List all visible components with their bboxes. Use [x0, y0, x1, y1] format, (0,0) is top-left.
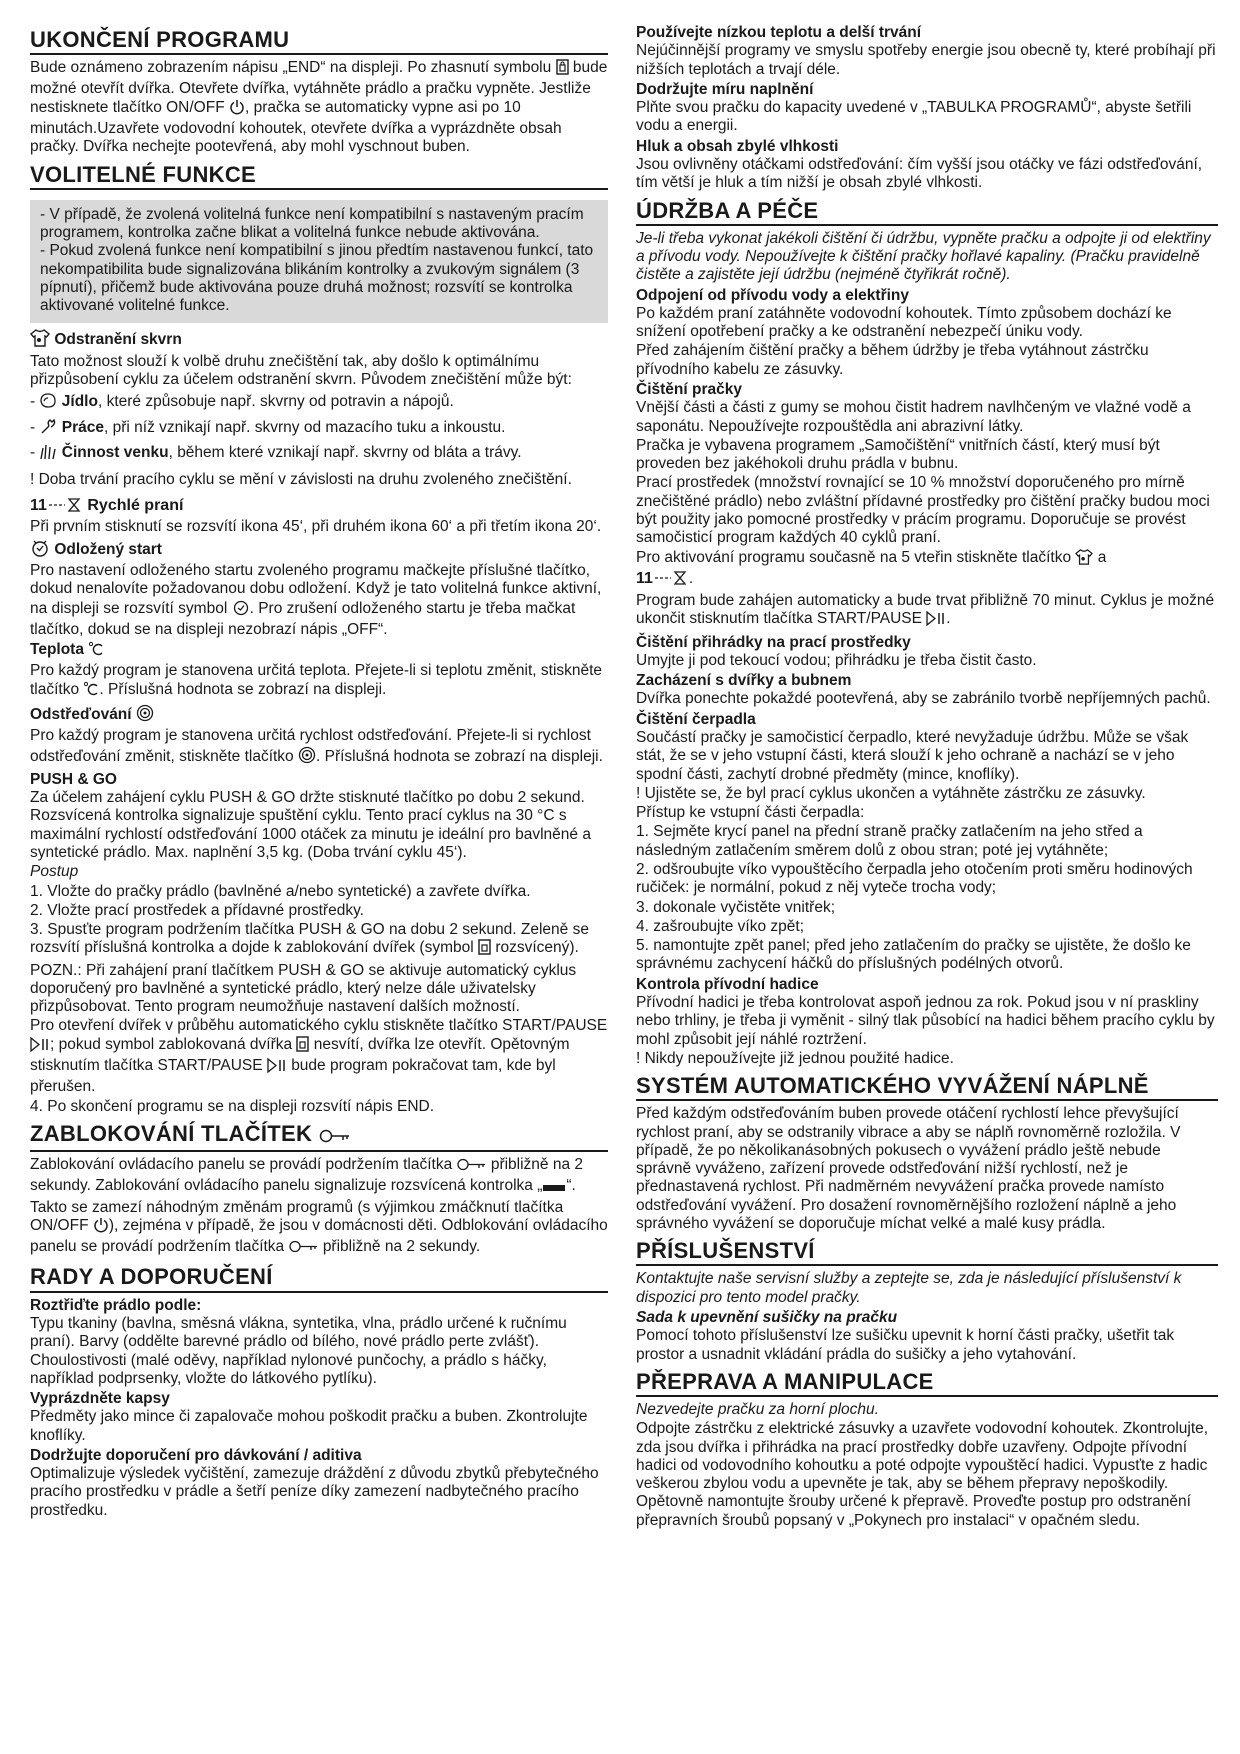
udrzba-intro: Je-li třeba vykonat jakékoli čištění či údržbu, vypněte pračku a odpojte ji od elektřiny a přívodu vody. Nepoužívejte k čištění pračky hořlavé kapaliny. (Pračku pravidelně čistěte a zajistěte její údržbu (nejméně čtyřikrát ročně). [636, 229, 1211, 284]
odpojeni-paragraph-1: Po každém praní zatáhněte vodovodní kohoutek. Tímto způsobem dochází ke snížení opotřebení pračky a ke odstranění nebezpečí úniku vody. [636, 304, 1172, 341]
delay-symbol-icon [232, 599, 250, 621]
option-title-rapid: 11 Rychlé praní [30, 497, 608, 518]
power-icon [229, 99, 245, 120]
prislus-intro: Kontaktujte naše servisní služby a zeptejte se, zda je následující příslušenství k dispozici pro tento model pračky. [636, 1270, 1182, 1306]
option-title-skvrny: Odstranění skvrn [30, 329, 608, 352]
odstred-paragraph: Pro každý program je stanovena určitá rychlost odstřeďování. Přejete-li si rychlost odstřeďování změnit, stiskněte tlačítko . Příslušná hodnota se zobrazí na displeji. [30, 727, 608, 769]
delay-clock-icon [30, 539, 50, 562]
right-column [636, 22, 1218, 1531]
left-column [30, 22, 608, 1521]
mira-paragraph: Plňte svou pračku do kapacity uvedené v „TABULKA PROGRAMŮ“, abyste šetřili vodu a energii. [636, 99, 1192, 135]
rapid-paragraph: Při prvním stisknutí se rozsvítí ikona 45‘, při druhém ikona 60‘ a při třetím ikona 20‘. [30, 518, 602, 536]
note-paragraph-1: - V případě, že zvolená volitelná funkce není kompatibilní s nastaveným pracím programem, kontrolka začne blikat a volitelná funkce nebude aktivována. [40, 205, 584, 242]
teplota-paragraph: Pro každý program je stanovena určitá teplota. Přejete-li si teplotu změnit, stiskněte tlačítko . Příslušná hodnota se zobrazí na displeji. [30, 662, 608, 702]
section-title-rady: RADY A DOPORUČENÍ [30, 1265, 608, 1292]
section-title-prislusenstvi: PŘÍSLUŠENSTVÍ [636, 1239, 1218, 1266]
subtitle-mira: Dodržujte míru naplnění [636, 80, 814, 98]
delay-paragraph: Pro nastavení odloženého startu zvoleného programu mačkejte příslušné tlačítko, dokud nenalovíte požadovanou dobu odložení. Když je tato volitelná funkce aktivní, na displeji se rozsvítí symbol . Pro zrušení odloženého startu je třeba mačkat tlačítko, dokud se na displeji nezobrazí nápis „OFF“. [30, 562, 602, 638]
zablok-paragraph: Zablokování ovládacího panelu se provádí podržením tlačítka přibližně na 2 sekundy. Zablokování ovládacího panelu signalizuje rozsvícená kontrolka „ “. Takto se zamezí náhodným změnám programů (s výjimkou zmáčknutí tlačítka ON/OFF ), zejména v případě, že jsou v domácnosti děti. Odblokování ovládacího panelu se provádí podržením tlačítka přibližně na 2 sekundy. [30, 1156, 608, 1259]
stain-shirt-icon [30, 329, 50, 352]
prihradka-paragraph: Umyjte ji pod tekoucí vodou; přihrádku je třeba čistit často. [636, 651, 1037, 669]
push-step-3: 3. Spusťte program podržením tlačítka PUSH & GO na dobu 2 sekund. Zeleně se rozsvítí příslušná kontrolka a dojde k zablokování dvířek (symbol rozsvícený). [30, 921, 608, 961]
start-pause-icon [30, 1037, 50, 1057]
dvirka-paragraph: Dvířka ponechte pokaždé pootevřená, aby se zabránilo tvorbě nepříjemných pachů. [636, 690, 1211, 708]
compatibility-note-box [30, 200, 608, 324]
stain-type-jidlo: - Jídlo, které způsobuje např. skvrny od potravin a nápojů. [30, 392, 608, 414]
cerpadlo-paragraph-1: Součástí pračky je samočisticí čerpadlo, které nevyžaduje údržbu. Může se však stát, že se v jeho vstupní části, která slouží k jeho ochraně a nachází se v jeho spodní části, zachytí drobné předměty (mince, knoflíky). [636, 729, 1189, 783]
cerpadlo-step-1: 1. Sejměte krycí panel na přední straně pračky zatlačením na jeho střed a následným zatlačením směrem dolů z obou stran; poté jej vytáhněte; [636, 823, 1143, 859]
section-title-volitelne: VOLITELNÉ FUNKCE [30, 163, 608, 190]
subtitle-cisteni: Čištění pračky [636, 380, 742, 398]
cisteni-paragraph-5: Program bude zahájen automaticky a bude trvat přibližně 70 minut. Cyklus je možné ukončit stisknutím tlačítka START/PAUSE . [636, 592, 1218, 632]
sada-paragraph: Pomocí tohoto příslušenství lze sušičku upevnit k horní části pračky, ušetřit tak prostor a usnadnit vkládání prádla do sušičky a jeho vytahování. [636, 1327, 1175, 1363]
stain-type-venek: - Činnost venku, během které vznikají např. skvrny od bláta a trávy. [30, 443, 608, 465]
cisteni-paragraph-1: Vnější části a části z gumy se mohou čistit hadrem navlhčeným ve vlažné vodě a saponátu. Nepoužívejte rozpouštědla ani abrazivní látky. [636, 399, 1191, 435]
stain-shirt-icon [1075, 549, 1093, 570]
subtitle-roztridte: Roztřiďte prádlo podle: [30, 1296, 202, 1314]
pozn-paragraph: POZN.: Při zahájení praní tlačítkem PUSH & GO se aktivuje automatický cyklus doporučený pro bavlněné a syntetické prádlo, který nelze dále uživatelsky přizpůsobovat. Tento program neumožňuje nastavení dalších možností. [30, 961, 577, 1016]
subtitle-nizka: Používejte nízkou teplotu a delší trvání [636, 24, 922, 41]
push-paragraph: Za účelem zahájení cyklu PUSH & GO držte stisknuté tlačítko po dobu 2 sekund. Rozsvícená kontrolka signalizuje spuštění cyklu. Tento prací cyklus na 30 °C s maximální rychlostí odstřeďování 1000 otáček za minutu je ideální pro bavlněné a syntetické prádlo. Max. naplnění 3,5 kg. (Doba trvání cyklu 45‘). [30, 789, 591, 861]
subtitle-hadice: Kontrola přívodní hadice [636, 975, 819, 993]
section-title-system: SYSTÉM AUTOMATICKÉHO VYVÁŽENÍ NÁPLNĚ [636, 1074, 1218, 1101]
spin-icon [136, 704, 154, 727]
cisteni-paragraph-2: Pračka je vybavena programem „Samočištění“ vnitřních částí, který musí být proveden bez jakéhokoli druhu prádla v bubnu. [636, 436, 1160, 473]
push-step-1: 1. Vložte do pračky prádlo (bavlněné a/nebo syntetické) a zavřete dvířka. [30, 882, 531, 900]
hadice-paragraph-1: Přívodní hadici je třeba kontrolovat aspoň jednou za rok. Pokud jsou v ní praskliny nebo trhliny, je třeba ji vyměnit - silný tlak působící na hadici během pracího cyklu by mohl způsobit její náhlé roztržení. [636, 993, 1215, 1048]
cisteni-paragraph-4: Pro aktivování programu současně na 5 vteřin stiskněte tlačítko a 11 . [636, 549, 1218, 592]
push-step-2: 2. Vložte prací prostředek a přídavné prostředky. [30, 901, 364, 919]
option-title-odstred: Odstřeďování [30, 704, 608, 727]
push-step-4: 4. Po skončení programu se na displeji rozsvítí nápis END. [30, 1097, 435, 1115]
option-title-teplota: Teplota [30, 641, 608, 662]
hluk-paragraph: Jsou ovlivněny otáčkami odstřeďování: čím vyšší jsou otáčky ve fázi odstřeďování, tím větší je hluk a tím nižší je obsah zbylé vlhkosti. [636, 155, 1203, 192]
preprava-intro: Nezvedejte pračku za horní plochu. [636, 1401, 879, 1419]
note-paragraph-2: - Pokud zvolená funkce není kompatibilní s jinou předtím nastavenou funkcí, tato nekompatibilita bude signalizována blikáním kontrolky a zvukovým signálem (3 pípnutí), přičemž bude aktivována pouze druhá možnost; rozsvítí se kontrolka aktivované volitelné funkce. [40, 242, 594, 315]
cerpadlo-step-5: 5. namontujte zpět panel; před jeho zatlačením do pračky se ujistěte, že došlo ke správnému zachycení háčků do příslušných podélných otvorů. [636, 937, 1191, 973]
cerpadlo-paragraph-3: Přístup ke vstupní části čerpadla: [636, 804, 865, 822]
postup-label: Postup [30, 863, 79, 881]
subtitle-kapsy: Vyprázdněte kapsy [30, 1390, 170, 1408]
subtitle-dvirka: Zacházení s dvířky a bubnem [636, 672, 852, 690]
cerpadlo-paragraph-2: ! Ujistěte se, že byl prací cyklus ukončen a vytáhněte zástrčku ze zásuvky. [636, 784, 1146, 802]
subtitle-prihradka: Čištění přihrádky na prací prostředky [636, 633, 911, 651]
rapid-wash-icon [653, 570, 689, 591]
spin-button-icon [298, 746, 316, 769]
start-pause-icon [926, 611, 946, 631]
section-title-preprava: PŘEPRAVA A MANIPULACE [636, 1370, 1218, 1397]
option-title-delay: Odložený start [30, 539, 608, 562]
temperature-icon [88, 641, 104, 662]
stain-type-prace: - Práce, při níž vznikají např. skvrny od mazacího tuku a inkoustu. [30, 418, 608, 440]
system-paragraph: Před každým odstřeďováním buben provede otáčení rychlostí lehce převyšující rychlost praní, aby se odstranily vibrace a aby se náplň rovnoměrně rozložila. V případě, že po několikanásobných pokusech o vyvážení prádlo ještě nebude správně vyváženo, zařízení provede odstřeďování nižší rychlostí, než je přednastavená rychlost. Při nadměrném nevyvážení pračka provede namísto odstřeďování vyvážení. Pro dosažení rovnoměrnějšího rozložení náplně a jeho správného vyvážení se doporučuje míchat velké a malé kusy prádla. [636, 1105, 1181, 1232]
option-title-push: PUSH & GO [30, 770, 117, 788]
power-icon [93, 1217, 109, 1238]
cerpadlo-step-2: 2. odšroubujte víko vypouštěcího čerpadla jeho otočením proti směru hodinových ručiček: je normální, pokud z něj vyteče trocha vody; [636, 861, 1193, 897]
ukonceni-paragraph: Bude oznámeno zobrazením nápisu „END“ na displeji. Po zhasnutí symbolu bude možné otevřít dvířka. Otevřete dvířka, vytáhněte prádlo a pračku vypněte. Jestliže nestisknete tlačítko ON/OFF , pračka se automaticky vypne asi po 10 minutách.Uzavřete vodovodní kohoutek, otevřete dvířka a vyprázdněte obsah pračky. Dvířka nechejte pootevřená, aby mohl vyschnout buben. [30, 59, 608, 156]
wrench-icon [39, 418, 57, 440]
key-icon [457, 1157, 487, 1177]
subtitle-davky: Dodržujte doporučení pro dávkování / aditiva [30, 1446, 362, 1464]
davky-paragraph: Optimalizuje výsledek vyčištění, zamezuje dráždění z důvodu zbytků přebytečného pracího prostředku v prádle a šetří peníze díky zamezení nadbytečného pracího prostředku. [30, 1465, 599, 1519]
subtitle-cerpadlo: Čištění čerpadla [636, 710, 756, 728]
kapsy-paragraph: Předměty jako mince či zapalovače mohou poškodit pračku a buben. Zkontrolujte knoflíky. [30, 1408, 588, 1444]
subtitle-hluk: Hluk a obsah zbylé vlhkosti [636, 137, 839, 155]
door-lock-icon [296, 1036, 309, 1057]
food-icon [39, 392, 57, 414]
nizka-paragraph: Nejúčinnější programy ve smyslu spotřeby energie jsou obecně ty, které probíhají při nižších teplotách a trvají déle. [636, 42, 1216, 78]
section-title-udrzba: ÚDRŽBA A PÉČE [636, 199, 1218, 226]
section-title-zablok: ZABLOKOVÁNÍ TLAČÍTEK [30, 1122, 608, 1152]
subtitle-odpojeni: Odpojení od přívodu vody a elektřiny [636, 286, 910, 304]
door-lock-icon [478, 939, 491, 960]
hadice-paragraph-2: ! Nikdy nepoužívejte již jednou použité hadice. [636, 1049, 954, 1067]
cerpadlo-step-4: 4. zašroubujte víko zpět; [636, 917, 805, 935]
open-door-paragraph: Pro otevření dvířek v průběhu automatického cyklu stiskněte tlačítko START/PAUSE ; pokud symbol zablokovaná dvířka nesvítí, dvířka lze otevřít. Opětovným stisknutím tlačítka START/PAUSE bude program pokračovat tam, kde byl přerušen. [30, 1017, 608, 1096]
grass-icon [39, 443, 57, 465]
temperature-button-icon [83, 681, 99, 702]
subtitle-sada: Sada k upevnění sušičky na pračku [636, 1309, 898, 1326]
odpojeni-paragraph-2: Před zahájením čištění pračky a během údržby je třeba vytáhnout zástrčku přívodního kabelu ze zásuvky. [636, 342, 1149, 378]
section-title-ukonceni: UKONČENÍ PROGRAMU [30, 28, 608, 55]
lock-indicator-icon [542, 1180, 566, 1198]
preprava-paragraph: Odpojte zástrčku z elektrické zásuvky a uzavřete vodovodní kohoutek. Zkontrolujte, zda jsou dvířka i přihrádka na prací prostředky dobře uzavřeny. Odpojte přívodní hadici od vodovodního kohoutku a poté odpojte vypouštěcí hadici. Vypusťte z hadic veškerou zbylou vodu a upevněte je tak, aby se během přepravy nepoškodily. Opětovně namontujte šrouby určené k přepravě. Proveďte postup pro odstranění přepravních šroubů popsaný v „Pokynech pro instalaci“ v opačném sledu. [636, 1420, 1209, 1529]
key-icon [319, 1125, 351, 1149]
rapid-wash-icon [47, 497, 83, 518]
doba-note: ! Doba trvání pracího cyklu se mění v závislosti na druhu zvoleného znečištění. [30, 471, 572, 489]
key-icon [289, 1239, 319, 1259]
skvrny-paragraph: Tato možnost slouží k volbě druhu znečištění tak, aby došlo k optimálnímu přizpůsobení cyklu za účelem odstranění skvrn. Původem znečištění může být: [30, 352, 572, 389]
start-pause-icon [267, 1058, 287, 1078]
cisteni-paragraph-3: Prací prostředek (množství rovnající se 10 % množství doporučeného pro mírně znečištěné prádlo) nebo zvláštní přídavné prostředky pro čištění pračky budou moci být použity jako pomocné prostředky v prácím programu. Doporučuje se provést samočisticí program každých 40 cyklů praní. [636, 474, 1210, 547]
cerpadlo-step-3: 3. dokonale vyčistěte vnitřek; [636, 898, 836, 916]
roztridte-paragraph: Typu tkaniny (bavlna, směsná vlákna, syntetika, vlna, prádlo určené k ručnímu praní). Barvy (oddělte barevné prádlo od bílého, nové prádlo perte zvlášť). Choulostivosti (malé oděvy, například nylonové punčochy, a prádlo s háčky, například podprsenky, vložte do látkového pytlíku). [30, 1314, 567, 1387]
door-lock-icon [556, 59, 569, 80]
